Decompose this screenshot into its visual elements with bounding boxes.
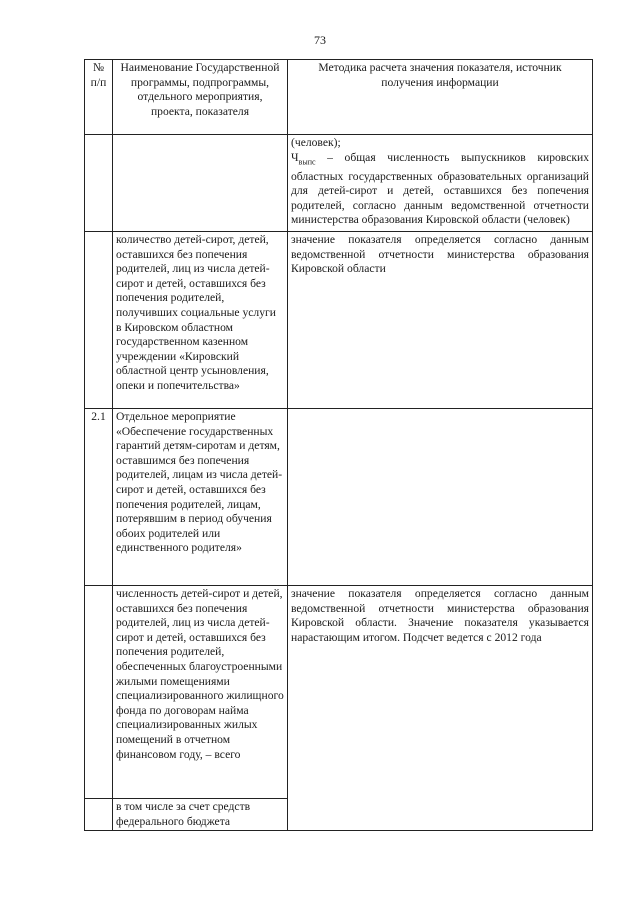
row-num [85, 799, 113, 831]
row-method [288, 409, 593, 586]
row-method: значение показателя определяется согласно данным ведомственной отчетности министерства образования Кировской области [288, 232, 593, 409]
row-num [85, 232, 113, 409]
formula-symbol: Ч [291, 150, 299, 164]
row-num [85, 586, 113, 799]
method-formula-text [291, 151, 589, 228]
indicator-table [84, 59, 593, 831]
row-name: Отдельное мероприятие «Обеспечение государственных гарантий детям-сиротам и детям, оставшимся без попечения родителей, лицам из числа детей-сирот и детей, оставшихся без попечения родителей, лицам, потерявшим в период обучения обоих родителей или единственного родителя» [113, 409, 288, 586]
header-method: Методика расчета значения показателя, источник получения информации [288, 60, 593, 135]
row-name [113, 135, 288, 232]
table-row [85, 135, 593, 232]
table-header-row [85, 60, 593, 135]
header-num: № п/п [85, 60, 113, 135]
header-name: Наименование Государственной программы, подпрограммы, отдельного мероприятия, проекта, показателя [113, 60, 288, 135]
row-num [85, 135, 113, 232]
method-line: (человек); [291, 136, 341, 149]
formula-description: – общая численность выпускников кировских областных государственных образовательных организаций для детей-сирот и детей, оставшихся без попечения родителей, согласно данным ведомственной отчетности министерства образования Кировской области (человек) [291, 150, 589, 227]
row-name: количество детей-сирот, детей, оставшихся без попечения родителей, лиц из числа детей-сирот и детей, оставшихся без попечения родителей, получивших социальные услуги в Кировском областном государственном казенном учреждении «Кировский областной центр усыновления, опеки и попечительства» [113, 232, 288, 409]
table-row [85, 586, 593, 799]
page-number: 73 [314, 33, 326, 47]
row-name: в том числе за счет средств федерального бюджета [113, 799, 288, 831]
row-name: численность детей-сирот и детей, оставшихся без попечения родителей, лиц из числа детей-сирот и детей, оставшихся без попечения родителей, обеспеченных благоустроенными жилыми помещениями специализированного жилищного фонда по договорам найма специализированных жилых помещений в отчетном финансовом году, – всего [113, 586, 288, 799]
row-method: значение показателя определяется согласно данным ведомственной отчетности министерства образования Кировской области. Значение показателя указывается нарастающим итогом. Подсчет ведется с 2012 года [288, 586, 593, 831]
table-row [85, 409, 593, 586]
row-num: 2.1 [85, 409, 113, 586]
table-row [85, 232, 593, 409]
formula-subscript: выпс [298, 156, 316, 166]
row-method [288, 135, 593, 232]
